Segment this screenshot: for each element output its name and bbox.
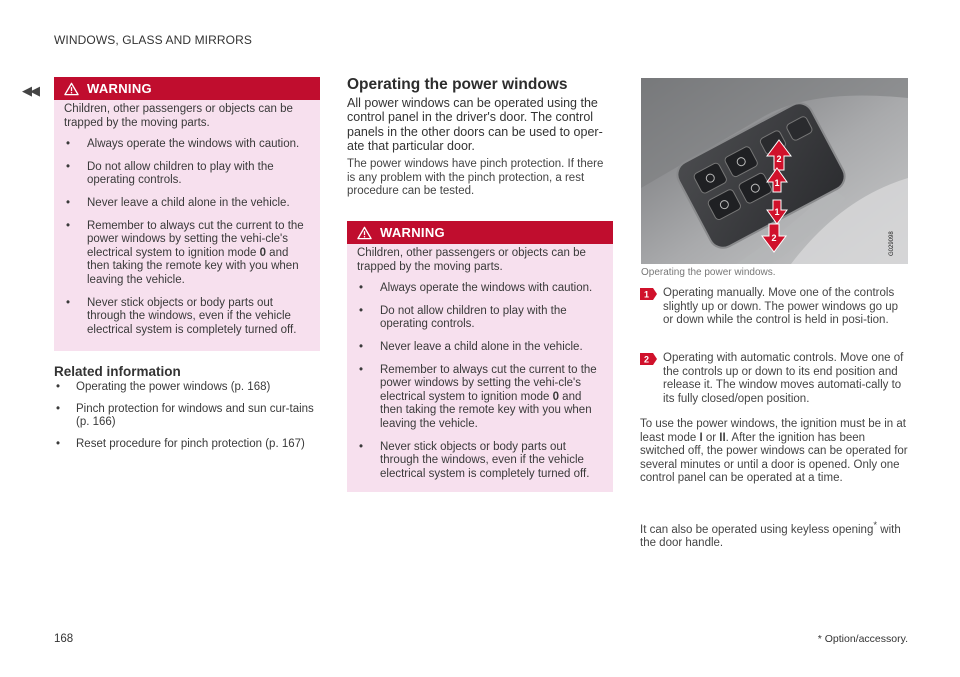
figure-caption: Operating the power windows.: [641, 267, 776, 278]
warning-title: WARNING: [380, 225, 445, 240]
warning-intro: Children, other passengers or objects can be trapped by the moving parts.: [64, 103, 293, 129]
warning-bullet: • Never stick objects or body parts out through the windows, even if the vehicle electrical system is completely turned off.: [64, 297, 312, 338]
related-link[interactable]: • Operating the power windows (p. 168): [54, 381, 320, 395]
bullet-text: and then taking the remote key with you when leaving the vehicle.: [87, 246, 299, 286]
callout-label: 2: [776, 154, 782, 164]
step-2: [640, 352, 908, 406]
related-info-title: Related information: [54, 364, 181, 379]
bullet-text: Remember to always cut the current to the power windows by setting the vehi-cle's electrical system to ignition mode: [87, 219, 304, 259]
warning-intro: Children, other passengers or objects can be trapped by the moving parts.: [357, 247, 586, 273]
warning-bullet: • Always operate the windows with caution.: [357, 282, 605, 296]
warning-box-right: [347, 221, 613, 492]
step-number-badge: [640, 353, 657, 365]
warning-triangle-icon: [64, 82, 79, 96]
step-text: Operating manually. Move one of the controls slightly up or down. The power windows go up or down while the control is held in posi-tion.: [663, 287, 899, 327]
keyless-paragraph: [640, 519, 908, 551]
paragraph-text: To use the power windows, the ignition must be in at least mode: [640, 418, 906, 444]
warning-header: [347, 221, 613, 244]
bullet-text: and then taking the remote key with you when leaving the vehicle.: [380, 390, 592, 430]
step-number: 1: [643, 289, 650, 300]
option-asterisk: *: [873, 520, 878, 531]
callout-label: 2: [771, 233, 777, 243]
warning-bullet: • Do not allow children to play with the operating controls.: [64, 161, 312, 188]
section-title: WINDOWS, GLASS AND MIRRORS: [54, 33, 252, 47]
footnote: * Option/accessory.: [817, 633, 908, 645]
step-1: [640, 287, 908, 328]
related-info-list: [54, 381, 320, 459]
paragraph-text: It can also be operated using keyless opening: [640, 523, 874, 536]
callout-label: 1: [774, 178, 780, 188]
bullet-text: Remember to always cut the current to the power windows by setting the vehi-cle's electrical system to ignition mode: [380, 363, 597, 403]
warning-header: [54, 77, 320, 100]
ignition-paragraph: [640, 418, 908, 486]
ignition-mode-zero: 0: [552, 390, 559, 403]
callout-label: 1: [774, 207, 780, 217]
warning-bullet: • Never leave a child alone in the vehicle.: [357, 341, 605, 355]
lead-paragraph: All power windows can be operated using the control panel in the driver's door. The control panels in the other doors can be used to oper-ate that particular door.: [347, 96, 603, 153]
page-number: 168: [54, 633, 74, 645]
ignition-mode-i: I: [699, 431, 703, 444]
pinch-protection-note: The power windows have pinch protection. If there is any problem with the pinch protection, a rest procedure can be tested.: [347, 158, 604, 198]
paragraph-text: with the door handle.: [640, 523, 901, 550]
step-text: Operating with automatic controls. Move one of the controls up or down to its end position and release it. The window moves automati-cally to its fully closed/open position.: [663, 352, 904, 405]
warning-bullet: [357, 364, 605, 432]
related-link[interactable]: • Pinch protection for windows and sun cur-tains (p. 166): [54, 403, 320, 430]
paragraph-text: or: [702, 431, 720, 444]
warning-title: WARNING: [87, 81, 152, 96]
step-number-badge: [640, 288, 657, 300]
warning-bullet: • Always operate the windows with caution.: [64, 138, 312, 152]
ignition-mode-ii: II: [719, 431, 726, 444]
ignition-mode-zero: 0: [259, 246, 266, 259]
page-heading: Operating the power windows: [347, 76, 568, 93]
step-number: 2: [643, 354, 650, 365]
image-code: G029098: [889, 231, 895, 256]
warning-box-left: [54, 77, 320, 351]
warning-bullet: • Never leave a child alone in the vehicle.: [64, 197, 312, 211]
warning-bullet: • Do not allow children to play with the operating controls.: [357, 305, 605, 332]
related-link[interactable]: • Reset procedure for pinch protection (p. 167): [54, 438, 320, 452]
continued-from-previous-icon: ◀◀: [22, 83, 38, 98]
warning-bullet: • Never stick objects or body parts out through the windows, even if the vehicle electrical system is completely turned off.: [357, 441, 605, 482]
warning-bullet: [64, 220, 312, 288]
door-panel-illustration: [641, 78, 908, 264]
paragraph-text: . After the ignition has been switched off, the power windows can be operated for several minutes or until a door is opened. Only one control panel can be operated at a time.: [640, 431, 908, 485]
warning-triangle-icon: [357, 226, 372, 240]
door-control-panel-image: [641, 78, 908, 264]
